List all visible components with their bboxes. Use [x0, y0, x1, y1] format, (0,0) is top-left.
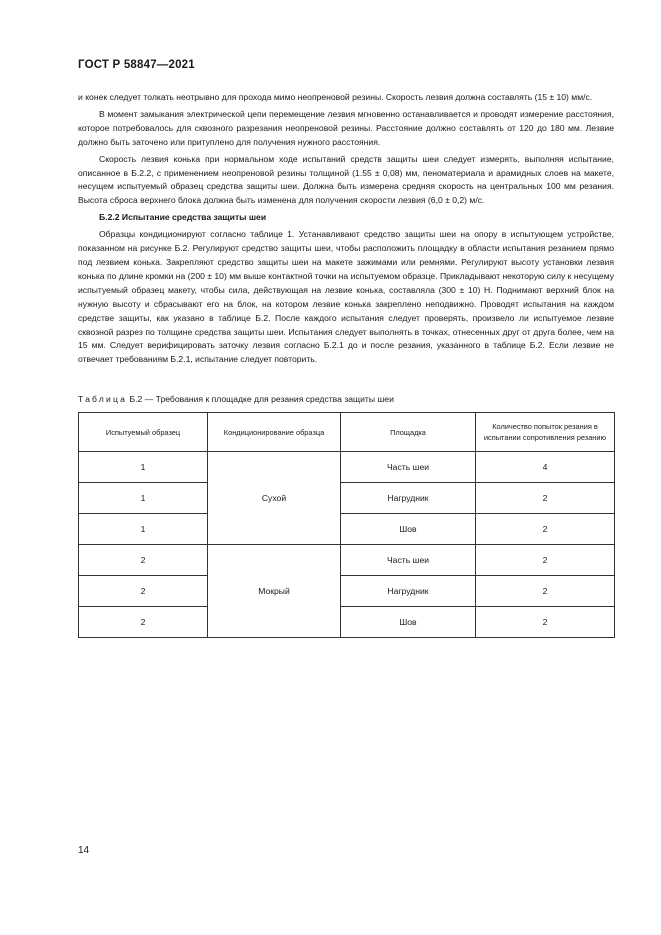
cell-area: Шов: [341, 514, 476, 545]
cell-attempts: 2: [476, 514, 615, 545]
table-row: [79, 483, 615, 514]
page-number: 14: [78, 845, 90, 856]
header-area: Площадка: [341, 413, 476, 452]
cell-sample: 1: [79, 514, 208, 545]
cell-sample: 2: [79, 545, 208, 576]
table-row: [79, 576, 615, 607]
table-header-row: [79, 413, 615, 452]
cell-area: Нагрудник: [341, 576, 476, 607]
cell-attempts: 2: [476, 576, 615, 607]
table-row: [79, 607, 615, 638]
cell-attempts: 2: [476, 483, 615, 514]
cell-attempts: 2: [476, 545, 615, 576]
cell-sample: 2: [79, 576, 208, 607]
section-title: Б.2.2 Испытание средства защиты шеи: [99, 212, 267, 223]
header-sample: Испытуемый образец: [79, 413, 208, 452]
cell-sample: 1: [79, 452, 208, 483]
cell-area: Нагрудник: [341, 483, 476, 514]
cell-area: Часть шеи: [341, 545, 476, 576]
cell-sample: 1: [79, 483, 208, 514]
table-row: [79, 514, 615, 545]
requirements-table: [78, 412, 615, 638]
document-body: [78, 91, 614, 367]
paragraph: В момент замыкания электрической цепи перемещение лезвия мгновенно останавливается и проводят измерение расстояния, которое потребовалось для сквозного разрезания неопреновой резины. Расстояние должно составлять от 120 до 180 мм. Лезвие должно быть заточено или притуплено для получения нужного расстояния.: [78, 108, 614, 147]
cell-conditioning-wet: Мокрый: [208, 545, 341, 638]
table-caption: [78, 394, 394, 404]
cell-area: Часть шеи: [341, 452, 476, 483]
table-row: [79, 452, 615, 483]
paragraph: и конек следует толкать неотрывно для прохода мимо неопреновой резины. Скорость лезвия должна составлять (15 ± 10) мм/с.: [78, 92, 593, 102]
cell-attempts: 4: [476, 452, 615, 483]
table-caption-text: Б.2 — Требования к площадке для резания средства защиты шеи: [127, 394, 394, 404]
cell-conditioning-dry: Сухой: [208, 452, 341, 545]
table-row: [79, 545, 615, 576]
document-header: ГОСТ Р 58847—2021: [78, 59, 195, 71]
paragraph: Образцы кондиционируют согласно таблице 1. Устанавливают средство защиты шеи на опору в испытующем устройстве, показанном на рисунке Б.2. Регулируют средство защиты шеи, чтобы расположить площадку в области испытания резанием прямо под лезвием конька. Закрепляют средство защиты шеи на макете зажимами или ремнями. Регулируют высоту установки лезвия конька по длине кромки на (200 ± 10) мм выше контактной точки на испытуемом образце. Прикладывают некоторую силу к несущему испытуемый образец макету, чтобы сила, действующая на лезвие конька, составляла (300 ± 10) Н. Поднимают верхний блок на нужную высоту и сбрасывают его на блок, на котором лезвие конька закреплено неподвижно. Проводят испытания на каждом средстве защиты, как указано в таблице Б.2. После каждого испытания следует проверять, произвело ли испытуемое лезвие сквозной разрез по толщине средства защиты шеи. Испытания следует выполнять в точках, отнесенных друг от друга более, чем на 15 мм. Следует верифицировать заточку лезвия согласно Б.2.1 до и после резания, указанного в таблице Б.2. Если лезвие не отвечает требованиям Б.2.1, испытание следует повторить.: [78, 229, 614, 365]
cell-attempts: 2: [476, 607, 615, 638]
cell-sample: 2: [79, 607, 208, 638]
cell-area: Шов: [341, 607, 476, 638]
table-caption-label: Таблица: [78, 394, 128, 404]
paragraph: Скорость лезвия конька при нормальном ходе испытаний средств защиты шеи следует измерять, выполняя испытание, описанное в Б.2.2, с применением неопреновой резины толщиной (1.55 ± 0,08) мм, пеноматериала и арамидных слоев на макете, несущем испытуемый образец средства защиты шеи. Должна быть измерена средняя скорость на центральных 100 мм резания. Высота сброса верхнего блока должна быть изменена для получения скорости лезвия (6,0 ± 0,2) м/с.: [78, 153, 614, 206]
header-conditioning: Кондиционирование образца: [208, 413, 341, 452]
header-attempts: Количество попыток резания в испытании сопротивления резанию: [476, 413, 615, 452]
